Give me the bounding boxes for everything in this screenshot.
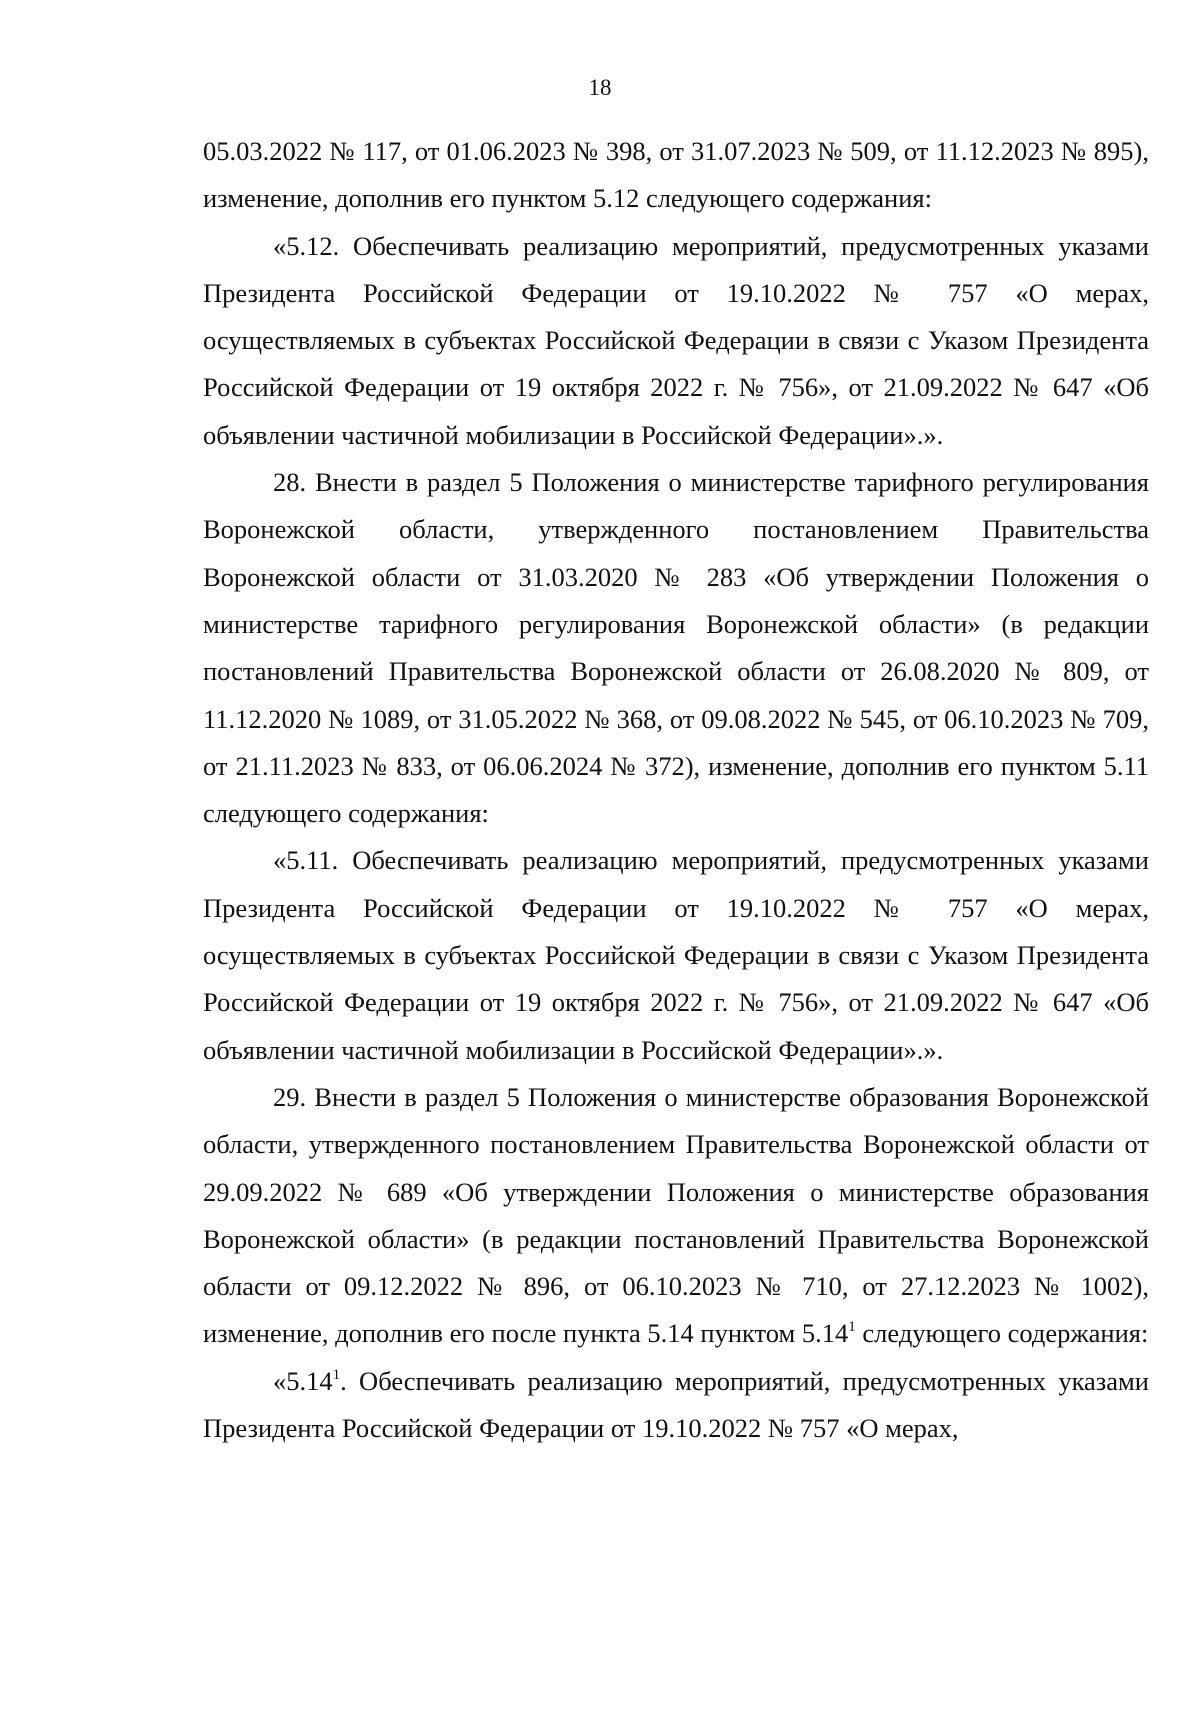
page-number: 18 — [588, 75, 612, 100]
superscript-index: 1 — [848, 1319, 856, 1336]
clause-number: «5.14 — [273, 1365, 333, 1396]
paragraph-item-29-text: 29. Внести в раздел 5 Положения о министерстве образования Воронежской области, утвержденного постановлением Правительства Воронежской области от 29.09.2022 № 689 «Об утверждении Положения о министерстве образования Воронежской области» (в редакции постановлений Правительства Воронежской области от 09.12.2022 № 896, от 06.10.2023 № 710, от 27.12.2023 № 1002), изменение, дополнив его после пункта 5.14 пунктом 5.14 — [203, 1081, 1149, 1349]
superscript-index: 1 — [332, 1366, 341, 1383]
paragraph-item-28: 28. Внести в раздел 5 Положения о министерстве тарифного регулирования Воронежской области, утвержденного постановлением Правительства Воронежской области от 31.03.2020 № 283 «Об утверждении Положения о министерстве тарифного регулирования Воронежской области» (в редакции постановлений Правительства Воронежской области от 26.08.2020 № 809, от 11.12.2020 № 1089, от 31.05.2022 № 368, от 09.08.2022 № 545, от 06.10.2023 № 709, от 21.11.2023 № 833, от 06.06.2024 № 372), изменение, дополнив его пунктом 5.11 следующего содержания: — [203, 467, 1149, 829]
paragraph-item-29 — [203, 1074, 1149, 1358]
clause-text: . Обеспечивать реализацию мероприятий, предусмотренных указами Президента Российской Федерации от 19.10.2022 № 757 «О мерах, — [203, 1365, 1149, 1444]
paragraph-clause-5-14-1 — [203, 1358, 1149, 1453]
paragraph-clause-5-11: «5.11. Обеспечивать реализацию мероприятий, предусмотренных указами Президента Российской Федерации от 19.10.2022 № 757 «О мерах, осуществляемых в субъектах Российской Федерации в связи с Указом Президента Российской Федерации от 19 октября 2022 г. № 756», от 21.09.2022 № 647 «Об объявлении частичной мобилизации в Российской Федерации».». — [203, 845, 1149, 1065]
paragraph-continuation: 05.03.2022 № 117, от 01.06.2023 № 398, от 31.07.2023 № 509, от 11.12.2023 № 895), изменение, дополнив его пунктом 5.12 следующего содержания: — [203, 136, 1149, 214]
paragraph-item-29-tail: следующего содержания: — [855, 1318, 1149, 1349]
document-body — [203, 128, 1149, 1452]
paragraph-clause-5-12: «5.12. Обеспечивать реализацию мероприятий, предусмотренных указами Президента Российской Федерации от 19.10.2022 № 757 «О мерах, осуществляемых в субъектах Российской Федерации в связи с Указом Президента Российской Федерации от 19 октября 2022 г. № 756», от 21.09.2022 № 647 «Об объявлении частичной мобилизации в Российской Федерации».». — [203, 230, 1149, 450]
